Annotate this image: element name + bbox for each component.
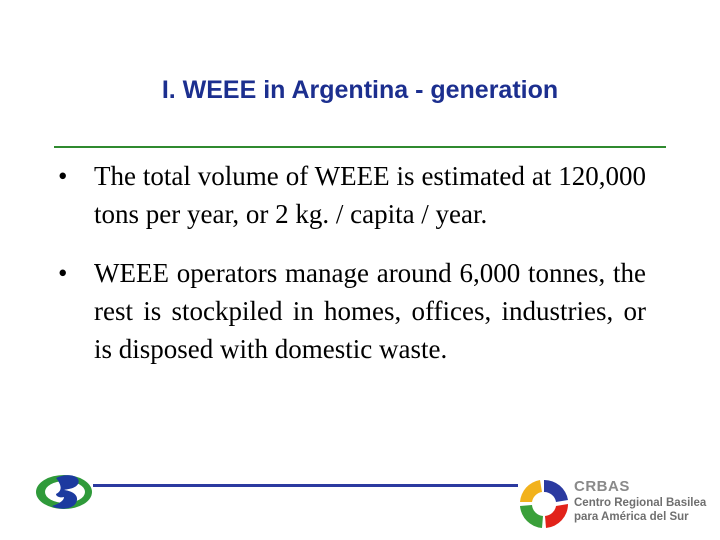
bullet-marker: • bbox=[58, 161, 68, 191]
title-divider bbox=[54, 146, 666, 148]
bullet-item bbox=[56, 254, 646, 368]
crbas-logo-icon bbox=[516, 476, 572, 532]
bullet-marker: • bbox=[58, 258, 68, 288]
crbas-wordmark bbox=[574, 478, 706, 524]
bullet-item bbox=[56, 157, 646, 233]
bullet-list bbox=[56, 157, 646, 389]
crbas-title: CRBAS bbox=[574, 478, 630, 495]
bullet-text: WEEE operators manage around 6,000 tonnes, the rest is stockpiled in homes, offices, industries, or is disposed with domestic waste. bbox=[94, 258, 646, 364]
crbas-line-1: Centro Regional Basilea bbox=[574, 497, 707, 509]
basel-convention-logo-icon bbox=[34, 470, 96, 512]
footer-divider bbox=[93, 484, 518, 487]
crbas-line-2: para América del Sur bbox=[574, 511, 689, 523]
bullet-text: The total volume of WEEE is estimated at 120,000 tons per year, or 2 kg. / capita / year. bbox=[94, 161, 646, 229]
slide-title: I. WEEE in Argentina - generation bbox=[161, 76, 559, 104]
